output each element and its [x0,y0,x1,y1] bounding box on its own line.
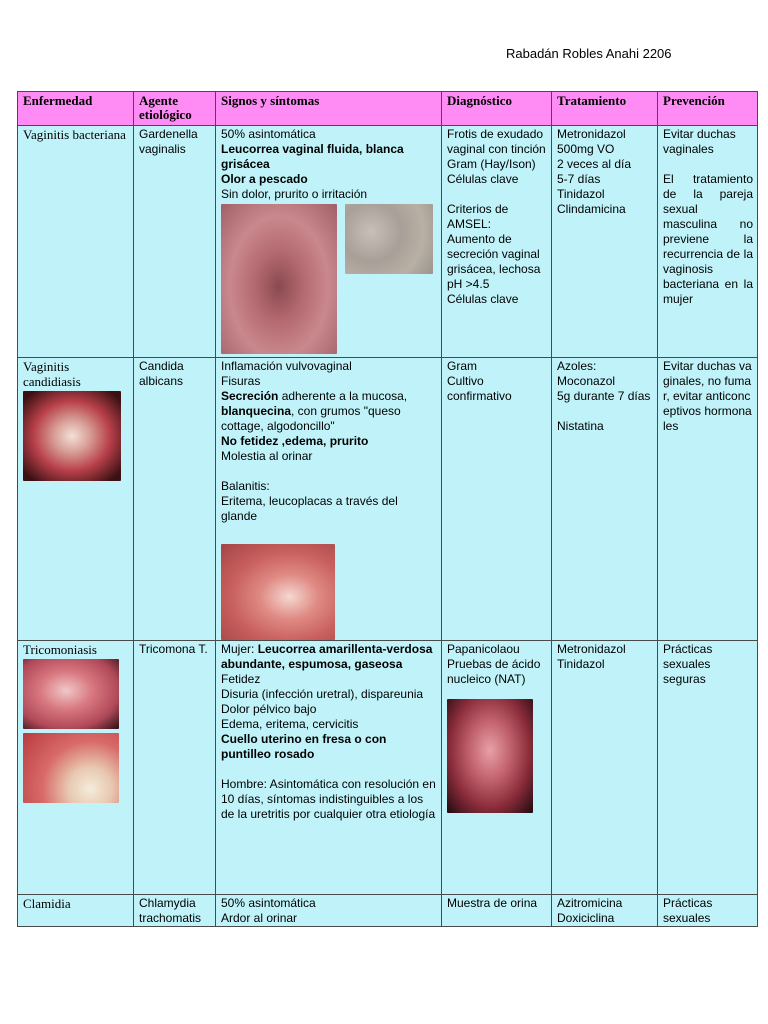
disease-cell: Clamidia [18,895,134,927]
sign-text [221,389,437,434]
diagnosis-cell [442,641,552,895]
treatment-text: 5g durante 7 días [557,389,651,403]
treatment-text: Tinidazol [557,657,605,671]
table-row [18,895,758,927]
table-header-row [18,92,758,126]
diagnosis-text: Criterios de AMSEL: [447,202,509,231]
treatment-cell [552,126,658,358]
prevention-text: Prácticas sexuales seguras [663,642,713,686]
sign-text: Sin dolor, prurito o irritación [221,187,368,201]
sign-text: Balanitis: [221,479,270,493]
sign-text: 50% asintomática [221,896,316,910]
treatment-text: Tinidazol [557,187,605,201]
diagnosis-text: Muestra de orina [447,896,538,910]
signs-cell [216,358,442,641]
header-signs: Signos y síntomas [216,92,442,126]
prevention-cell [658,358,758,641]
clue-cells-micrograph [345,204,433,274]
sign-text: Edema, eritema, cervicitis [221,717,359,731]
document-author: Rabadán Robles Anahi 2206 [506,46,672,61]
sign-text: Fisuras [221,374,261,388]
prevention-text: El tratamiento de la pareja sexual masculina no previene la recurrencia de la vaginosis bacteriana en la mujer [663,172,753,306]
diagnosis-cell [442,895,552,927]
diagnosis-text: Frotis de exudado vaginal con tinción Gram (Hay/Ison) [447,127,546,171]
diagnosis-cell [442,126,552,358]
header-prevention: Prevención [658,92,758,126]
header-agent: Agente etiológico [134,92,216,126]
treatment-cell [552,641,658,895]
table-row [18,126,758,358]
diagnosis-text: Aumento de secreción vaginal grisácea, lechosa [447,232,541,276]
sign-normal: Mujer: [221,642,258,656]
diagnosis-cell [442,358,552,641]
sign-text: No fetidez ,edema, prurito [221,434,369,448]
agent-cell: Chlamydia trachomatis [134,895,216,927]
header-disease: Enfermedad [18,92,134,126]
signs-cell [216,895,442,927]
treatment-text: Nistatina [557,419,604,433]
treatment-cell [552,358,658,641]
sign-text: Inflamación vulvovaginal [221,359,352,373]
treatment-text: Clindamicina [557,202,626,216]
diagnosis-text: Pruebas de ácido nucleico (NAT) [447,657,541,686]
agent-cell: Candida albicans [134,358,216,641]
balanitis-photo [221,544,335,640]
treatment-text: Metronidazol 500mg VO [557,127,626,156]
sign-normal: , con grumos "queso cottage, algodoncillo" [221,404,401,433]
agent-cell: Gardenella vaginalis [134,126,216,358]
prevention-cell [658,895,758,927]
diagnosis-text: Gram [447,359,477,373]
diagnosis-text: Papanicolaou [447,642,520,656]
treatment-text: 5-7 días [557,172,601,186]
sign-text: 50% asintomática [221,127,316,141]
treatment-text: Azoles: [557,359,597,373]
diagnosis-text: Cultivo confirmativo [447,374,512,403]
table-row [18,358,758,641]
sign-bold: Secreción [221,389,279,403]
treatment-cell [552,895,658,927]
header-treatment: Tratamiento [552,92,658,126]
sign-text: Dolor pélvico bajo [221,702,317,716]
disease-cell: Vaginitis candidiasis [18,358,134,641]
table-row [18,641,758,895]
sign-text: Leucorrea vaginal fluida, blanca grisácea [221,142,404,171]
sign-text: Fetidez [221,672,261,686]
signs-cell [216,641,442,895]
treatment-text: 2 veces al día [557,157,632,171]
sign-text: Eritema, leucoplacas a través del glande [221,494,398,523]
sign-bold: Leucorrea amarillenta-verdosa abundante, espumosa, gaseosa [221,642,433,671]
sign-text: Olor a pescado [221,172,308,186]
prevention-text: Evitar duchas vaginales [663,127,736,156]
sign-text: Disuria (infección uretral), dispareunia [221,687,424,701]
treatment-text: Doxiciclina [557,911,615,925]
treatment-text: Metronidazol [557,642,626,656]
trichomonas-photo-1 [23,659,119,729]
treatment-text: Moconazol [557,374,616,388]
prevention-text: Prácticas sexuales [663,896,713,925]
treatment-text: Azitromicina [557,896,623,910]
disease-cell: Tricomoniasis [18,641,134,895]
candidiasis-photo [23,391,121,481]
sign-text: Hombre: Asintomática con resolución en 10 días, síntomas indistinguibles a los de la uretritis por cualquier otra etiología [221,777,436,821]
vulva-photo [221,204,337,354]
strawberry-cervix-photo [447,699,533,813]
diagnosis-text: Células clave [447,172,519,186]
trichomonas-photo-2 [23,733,119,803]
sign-text: Cuello uterino en fresa o con puntilleo rosado [221,732,387,761]
sign-text [221,642,437,672]
prevention-cell [658,126,758,358]
disease-cell: Vaginitis bacteriana [18,126,134,358]
agent-cell: Tricomona T. [134,641,216,895]
sign-text: Molestia al orinar [221,449,313,463]
sign-bold: blanquecina [221,404,292,418]
prevention-text: Evitar duchas vaginales, no fumar, evitar anticonceptivos hormonales [663,359,752,433]
signs-cell [216,126,442,358]
std-table [17,91,758,927]
prevention-cell [658,641,758,895]
diagnosis-text: Células clave [447,292,519,306]
diagnosis-text: pH >4.5 [447,277,490,291]
sign-text: Ardor al orinar [221,911,298,925]
sign-normal: adherente a la mucosa, [278,389,408,403]
header-diagnosis: Diagnóstico [442,92,552,126]
